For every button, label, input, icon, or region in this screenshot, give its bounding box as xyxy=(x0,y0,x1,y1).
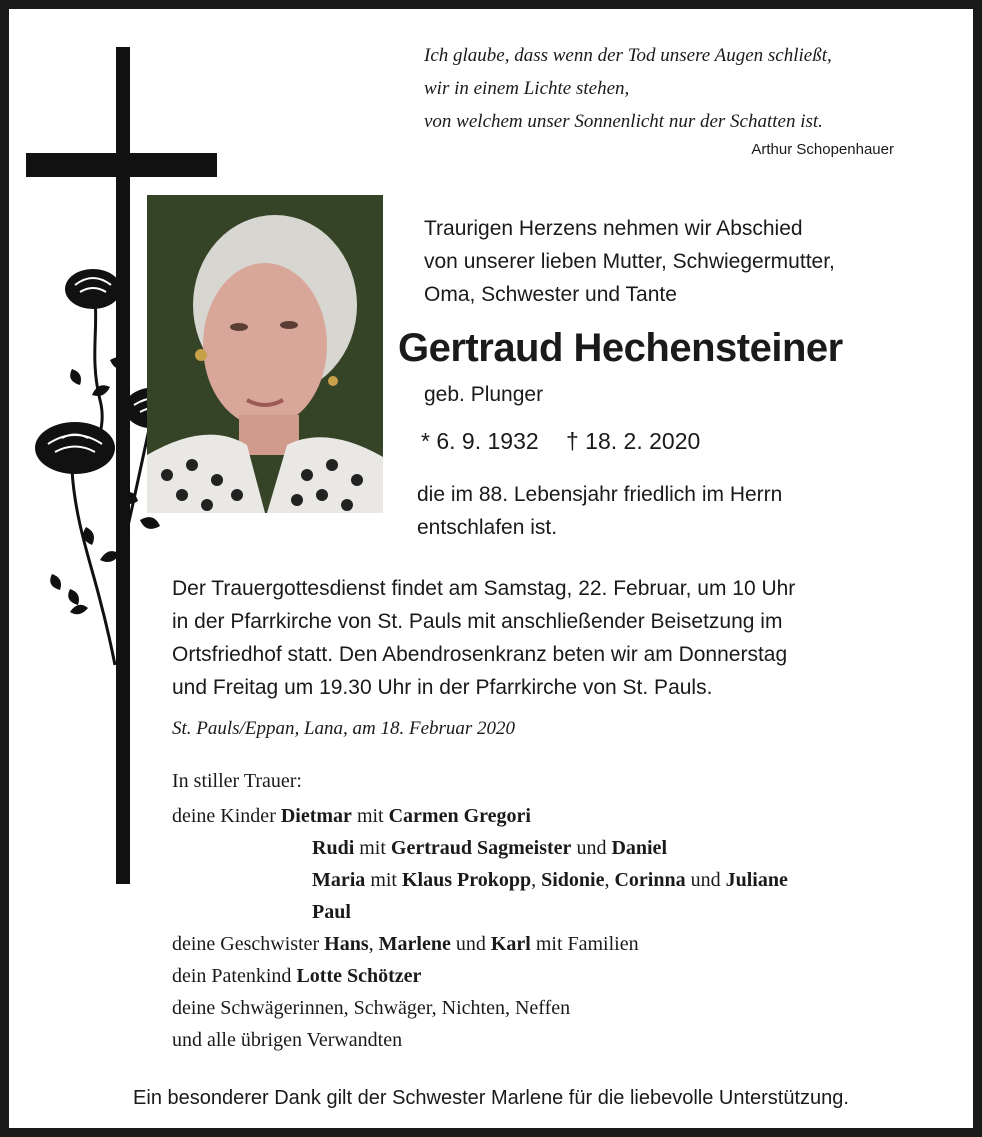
quote-line: wir in einem Lichte stehen, xyxy=(424,78,630,99)
mourners-children-line xyxy=(312,896,351,928)
mourners-children-line xyxy=(312,832,667,864)
godchild-prefix: dein Patenkind xyxy=(172,965,292,987)
cross-horizontal-beam xyxy=(26,153,217,177)
quote-line: von welchem unser Sonnenlicht nur der Schatten ist. xyxy=(424,111,823,132)
service-line: in der Pfarrkirche von St. Pauls mit anschließender Beisetzung im xyxy=(172,610,783,633)
deceased-name: Gertraud Hechensteiner xyxy=(398,326,843,370)
death-date: † 18. 2. 2020 xyxy=(566,428,701,454)
siblings-suffix: mit Familien xyxy=(535,933,639,955)
connector: mit xyxy=(359,837,386,859)
thanks-line: Ein besonderer Dank gilt der Schwester Marlene für die liebevolle Unterstützung. xyxy=(133,1087,849,1109)
intro-line: von unserer lieben Mutter, Schwiegermutter, xyxy=(424,250,835,273)
grandchild-name: Corinna xyxy=(614,869,686,891)
quote-author: Arthur Schopenhauer xyxy=(751,141,894,158)
sibling-name: Marlene xyxy=(378,933,451,955)
maiden-name: geb. Plunger xyxy=(424,383,544,406)
child-name: Paul xyxy=(312,901,351,923)
connector: mit xyxy=(356,805,384,827)
mourners-siblings-line: deine Geschwister Hans, Marlene und Karl mit Familien xyxy=(172,933,639,955)
mourners-relatives-line: und alle übrigen Verwandten xyxy=(172,1029,403,1051)
place-date: St. Pauls/Eppan, Lana, am 18. Februar 2020 xyxy=(172,718,516,739)
mourners-children-line: Maria mit Klaus Prokopp, Sidonie, Corinna und Juliane xyxy=(312,869,788,891)
child-name: Dietmar xyxy=(280,805,352,827)
connector: und xyxy=(576,837,607,859)
connector: und xyxy=(455,933,486,955)
mourners-inlaws-line: deine Schwägerinnen, Schwäger, Nichten, Neffen xyxy=(172,997,571,1019)
mourners-children-line xyxy=(172,800,531,832)
connector: mit xyxy=(370,869,397,891)
rose-icon-large xyxy=(35,422,115,474)
quote-line: Ich glaube, dass wenn der Tod unsere Augen schließt, xyxy=(424,45,832,66)
sibling-name: Karl xyxy=(490,933,531,955)
passed-line: entschlafen ist. xyxy=(417,516,558,539)
siblings-prefix: deine Geschwister xyxy=(172,933,320,955)
mourners-godchild-line xyxy=(172,960,421,992)
service-line: und Freitag um 19.30 Uhr in der Pfarrkirche von St. Pauls. xyxy=(172,676,713,699)
intro-line: Oma, Schwester und Tante xyxy=(424,283,677,306)
intro-line: Traurigen Herzens nehmen wir Abschied xyxy=(424,217,803,240)
grandchild-name: Juliane xyxy=(725,869,788,891)
service-line: Der Trauergottesdienst findet am Samstag, 22. Februar, um 10 Uhr xyxy=(172,577,796,600)
grandchild-name: Sidonie xyxy=(541,869,605,891)
passed-line: die im 88. Lebensjahr friedlich im Herrn xyxy=(417,483,783,506)
partner-name: Gertraud Sagmeister xyxy=(390,837,572,859)
partner-name: Klaus Prokopp xyxy=(401,869,532,891)
sibling-name: Hans xyxy=(324,933,369,955)
godchild-name: Lotte Schötzer xyxy=(296,965,422,987)
child-name: Rudi xyxy=(312,837,355,859)
partner-name: Carmen Gregori xyxy=(388,805,531,827)
rose-icon-top xyxy=(65,269,121,309)
service-line: Ortsfriedhof statt. Den Abendrosenkranz beten wir am Donnerstag xyxy=(172,643,788,666)
portrait-photo xyxy=(147,195,383,513)
mourners-heading: In stiller Trauer: xyxy=(172,770,302,792)
child-name: Maria xyxy=(312,869,366,891)
grandchild-name: Daniel xyxy=(611,837,667,859)
birth-date: * 6. 9. 1932 xyxy=(421,428,539,454)
connector: und xyxy=(690,869,721,891)
children-prefix: deine Kinder xyxy=(172,805,276,827)
